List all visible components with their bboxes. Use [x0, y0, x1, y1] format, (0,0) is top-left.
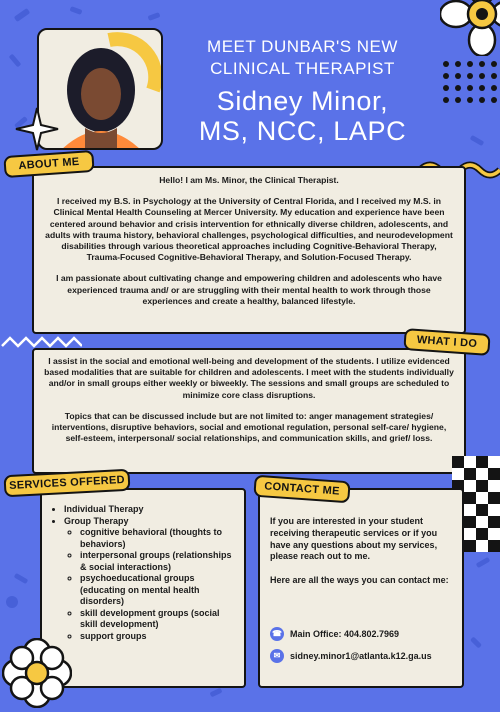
about-me-tag: ABOUT ME	[3, 150, 94, 178]
contact-phone-row	[270, 627, 452, 641]
confetti-dash	[9, 54, 22, 68]
about-education: I received my B.S. in Psychology at the University of Central Florida, and I received my M.S. in Clinical Mental Health Counseling at Mercer University. My education and experience have been centered around behavior and crisis intervention for ethnically diverse children, adolescents, and adults with trauma history, behavioral challenges, psychological difficulties, and neurodevelopment disabilities through various theoretical approaches including Cognitive-Behavioral Therapy, Trauma-Focused Cognitive-Behavioral Therapy, and Solution-Focused Therapy.	[45, 196, 453, 263]
group-type-item: ◦ cognitive behavioral (thoughts to behaviors)	[80, 527, 236, 550]
contact-email: sidney.minor1@atlanta.k12.ga.us	[290, 650, 432, 661]
what-i-do-tag: WHAT I DO	[403, 328, 490, 356]
confetti-dash	[470, 636, 482, 648]
confetti-dash	[210, 688, 223, 698]
confetti-dash	[14, 573, 29, 584]
group-type-item: ◦ support groups	[80, 631, 236, 643]
about-passion: I am passionate about cultivating change and empowering children and adolescents who have experienced trauma and/ or are struggling with their mental health to work through those experiences and create a healthy, balanced lifestyle.	[56, 273, 442, 306]
about-greeting: Hello! I am Ms. Minor, the Clinical Therapist.	[159, 175, 339, 185]
what-i-do-topics: Topics that can be discussed include but are not limited to: anger management strategies/ interventions, disruptive behaviors, social and emotional regulation, personal self-care/ hygiene, self-esteem, interpersonal/ social relationships, and communication skills, and grief/ loss.	[51, 410, 447, 444]
service-item: • Individual Therapy	[64, 504, 236, 516]
header-line-1: MEET DUNBAR'S NEW	[207, 37, 398, 56]
what-i-do-description: I assist in the social and emotional well-being and development of the students. I utilize evidenced based modalities that are suitable for children and adolescents. I meet with the students individually and/or in small groups either weekly or biweekly. The sessions and small groups are scheduled to minimize core class disruptions.	[44, 356, 454, 400]
contact-intro: If you are interested in your student receiving therapeutic services or if you have any questions about my services, please reach out to me.	[270, 516, 438, 562]
confetti-dash	[470, 135, 485, 146]
email-icon: ✉	[270, 649, 284, 663]
group-type-item: ◦ skill development groups (social skill development)	[80, 608, 236, 631]
phone-icon: ☎	[270, 627, 284, 641]
confetti-dash	[70, 6, 83, 15]
confetti-dash	[148, 12, 161, 21]
contact-email-row	[270, 649, 452, 663]
confetti-dash	[476, 557, 491, 568]
contact-card	[258, 488, 464, 688]
dot-decoration	[6, 596, 18, 608]
dots-decoration	[440, 58, 500, 108]
contact-phone: Main Office: 404.802.7969	[290, 628, 400, 639]
group-type-item: ◦ interpersonal groups (relationships & social interactions)	[80, 550, 236, 573]
group-type-item: ◦ psychoeducational groups (educating on mental health disorders)	[80, 573, 236, 608]
service-item-label: Group Therapy	[64, 515, 129, 526]
star-decoration	[14, 106, 60, 152]
service-item	[64, 516, 236, 643]
header-line-2: CLINICAL THERAPIST	[210, 59, 395, 78]
flower-decoration	[440, 0, 500, 56]
contact-ways: Here are all the ways you can contact me:	[270, 575, 449, 586]
therapist-name: Sidney Minor,	[216, 86, 389, 116]
contact-me-tag: CONTACT ME	[253, 475, 350, 504]
services-list	[50, 504, 236, 642]
about-card	[32, 166, 466, 334]
services-offered-tag: SERVICES OFFERED	[4, 469, 131, 498]
confetti-dash	[14, 8, 31, 22]
therapist-credentials: MS, NCC, LAPC	[198, 116, 407, 146]
flower-decoration	[2, 638, 72, 708]
what-i-do-card	[32, 348, 466, 474]
